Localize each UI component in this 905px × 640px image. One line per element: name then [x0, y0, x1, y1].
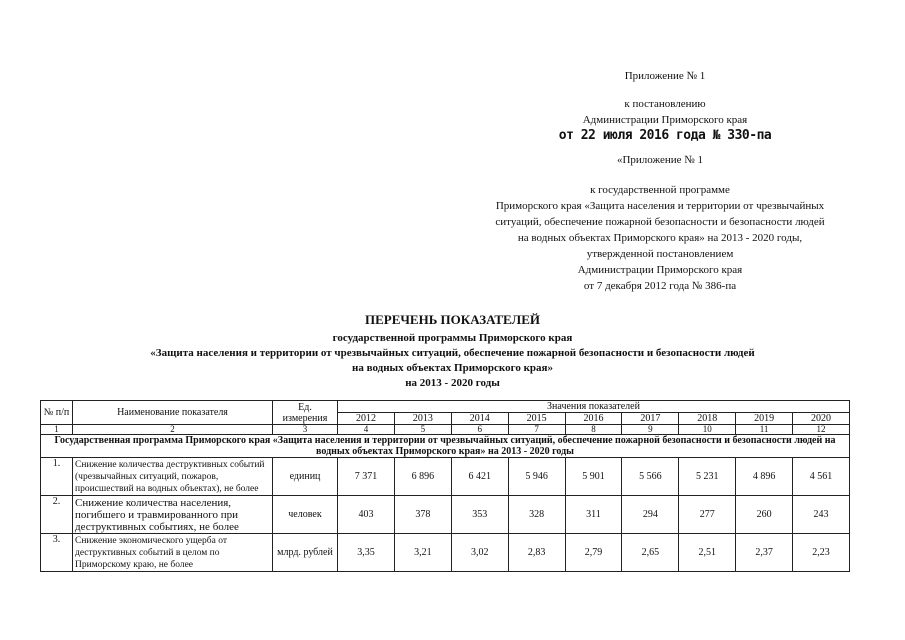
document-period: на 2013 - 2020 годы: [405, 377, 500, 389]
row-number: 2.: [41, 496, 73, 534]
indicator-value: 260: [736, 496, 793, 534]
indicator-value: 6 896: [394, 458, 451, 496]
table-header-row: [41, 401, 850, 413]
column-index: 7: [508, 425, 565, 435]
year-header: 2013: [394, 413, 451, 425]
year-header: 2016: [565, 413, 622, 425]
column-index-row: [41, 425, 850, 435]
row-number: 3.: [41, 534, 73, 572]
appendix-header: [540, 68, 790, 144]
program-appendix-line: на водных объектах Приморского края» на 2013 - 2020 годы,: [517, 232, 803, 244]
column-index: 11: [736, 425, 793, 435]
program-row: [41, 435, 850, 458]
indicator-value: 378: [394, 496, 451, 534]
table-row: [41, 496, 850, 534]
indicators-table: [40, 400, 850, 572]
year-header: 2019: [736, 413, 793, 425]
document-subtitle: на водных объектах Приморского края»: [352, 362, 553, 374]
column-index: 5: [394, 425, 451, 435]
indicator-value: 3,02: [451, 534, 508, 572]
indicator-unit: единиц: [273, 458, 338, 496]
row-number: 1.: [41, 458, 73, 496]
year-header: 2015: [508, 413, 565, 425]
column-index: 6: [451, 425, 508, 435]
column-index: 12: [793, 425, 850, 435]
indicator-value: 277: [679, 496, 736, 534]
indicator-value: 2,51: [679, 534, 736, 572]
column-header-unit: Ед. измерения: [273, 401, 338, 425]
document-subtitle: «Защита населения и территории от чрезвычайных ситуаций, обеспечение пожарной безопасности и безопасности людей: [150, 347, 755, 359]
program-appendix-line: ситуаций, обеспечение пожарной безопасности и безопасности людей: [495, 216, 825, 228]
indicator-value: 4 896: [736, 458, 793, 496]
indicator-value: 6 421: [451, 458, 508, 496]
indicator-value: 294: [622, 496, 679, 534]
indicator-value: 2,23: [793, 534, 850, 572]
column-index: 3: [273, 425, 338, 435]
column-header-values: Значения показателей: [338, 401, 850, 413]
column-header-name: Наименование показателя: [73, 401, 273, 425]
indicator-value: 4 561: [793, 458, 850, 496]
indicator-value: 5 901: [565, 458, 622, 496]
indicator-value: 2,65: [622, 534, 679, 572]
indicator-value: 3,35: [338, 534, 395, 572]
column-index: 1: [41, 425, 73, 435]
indicator-value: 243: [793, 496, 850, 534]
indicator-value: 3,21: [394, 534, 451, 572]
year-header: 2014: [451, 413, 508, 425]
indicator-value: 403: [338, 496, 395, 534]
program-appendix-line: к государственной программе: [590, 184, 730, 196]
indicator-value: 5 946: [508, 458, 565, 496]
indicator-unit: человек: [273, 496, 338, 534]
document-title: ПЕРЕЧЕНЬ ПОКАЗАТЕЛЕЙ: [364, 312, 541, 327]
indicator-value: 7 371: [338, 458, 395, 496]
column-index: 10: [679, 425, 736, 435]
year-header: 2017: [622, 413, 679, 425]
indicator-value: 353: [451, 496, 508, 534]
column-index: 2: [73, 425, 273, 435]
resolution-date-stamp: от 22 июля 2016 года № 330-па: [558, 128, 772, 143]
document-subtitle: государственной программы Приморского края: [332, 332, 573, 344]
table-row: [41, 534, 850, 572]
indicator-value: 5 231: [679, 458, 736, 496]
program-appendix-number: «Приложение № 1: [616, 154, 704, 166]
program-title-cell: Государственная программа Приморского края «Защита населения и территории от чрезвычайных ситуаций, обеспечение пожарной безопасности и безопасности людей на водных объектах Приморского края» на 2013 - 2020 годы: [41, 435, 850, 458]
year-header: 2020: [793, 413, 850, 425]
indicator-name: Снижение количества населения, погибшего и травмированного при деструктивных событиях, не более: [73, 496, 273, 534]
indicator-name: Снижение количества деструктивных событий (чрезвычайных ситуаций, пожаров, происшествий на водных объектах), не более: [73, 458, 273, 496]
indicator-unit: млрд. рублей: [273, 534, 338, 572]
indicator-value: 311: [565, 496, 622, 534]
indicator-value: 2,83: [508, 534, 565, 572]
indicator-value: 2,37: [736, 534, 793, 572]
resolution-ref: к постановлению: [624, 98, 706, 110]
indicator-value: 2,79: [565, 534, 622, 572]
table-row: [41, 458, 850, 496]
column-index: 8: [565, 425, 622, 435]
indicator-value: 5 566: [622, 458, 679, 496]
indicator-name: Снижение экономического ущерба от деструктивных событий в целом по Приморскому краю, не более: [73, 534, 273, 572]
program-appendix-line: утвержденной постановлением: [586, 248, 734, 260]
column-index: 9: [622, 425, 679, 435]
program-appendix-line: от 7 декабря 2012 года № 386-па: [583, 280, 737, 292]
program-appendix-header: [470, 152, 850, 294]
program-appendix-line: Приморского края «Защита населения и территории от чрезвычайных: [495, 200, 825, 212]
program-appendix-line: Администрации Приморского края: [577, 264, 743, 276]
column-header-number: № п/п: [41, 401, 73, 425]
year-header: 2018: [679, 413, 736, 425]
column-index: 4: [338, 425, 395, 435]
appendix-number: Приложение № 1: [624, 70, 706, 82]
year-header: 2012: [338, 413, 395, 425]
administration-name: Администрации Приморского края: [582, 114, 748, 126]
indicator-value: 328: [508, 496, 565, 534]
